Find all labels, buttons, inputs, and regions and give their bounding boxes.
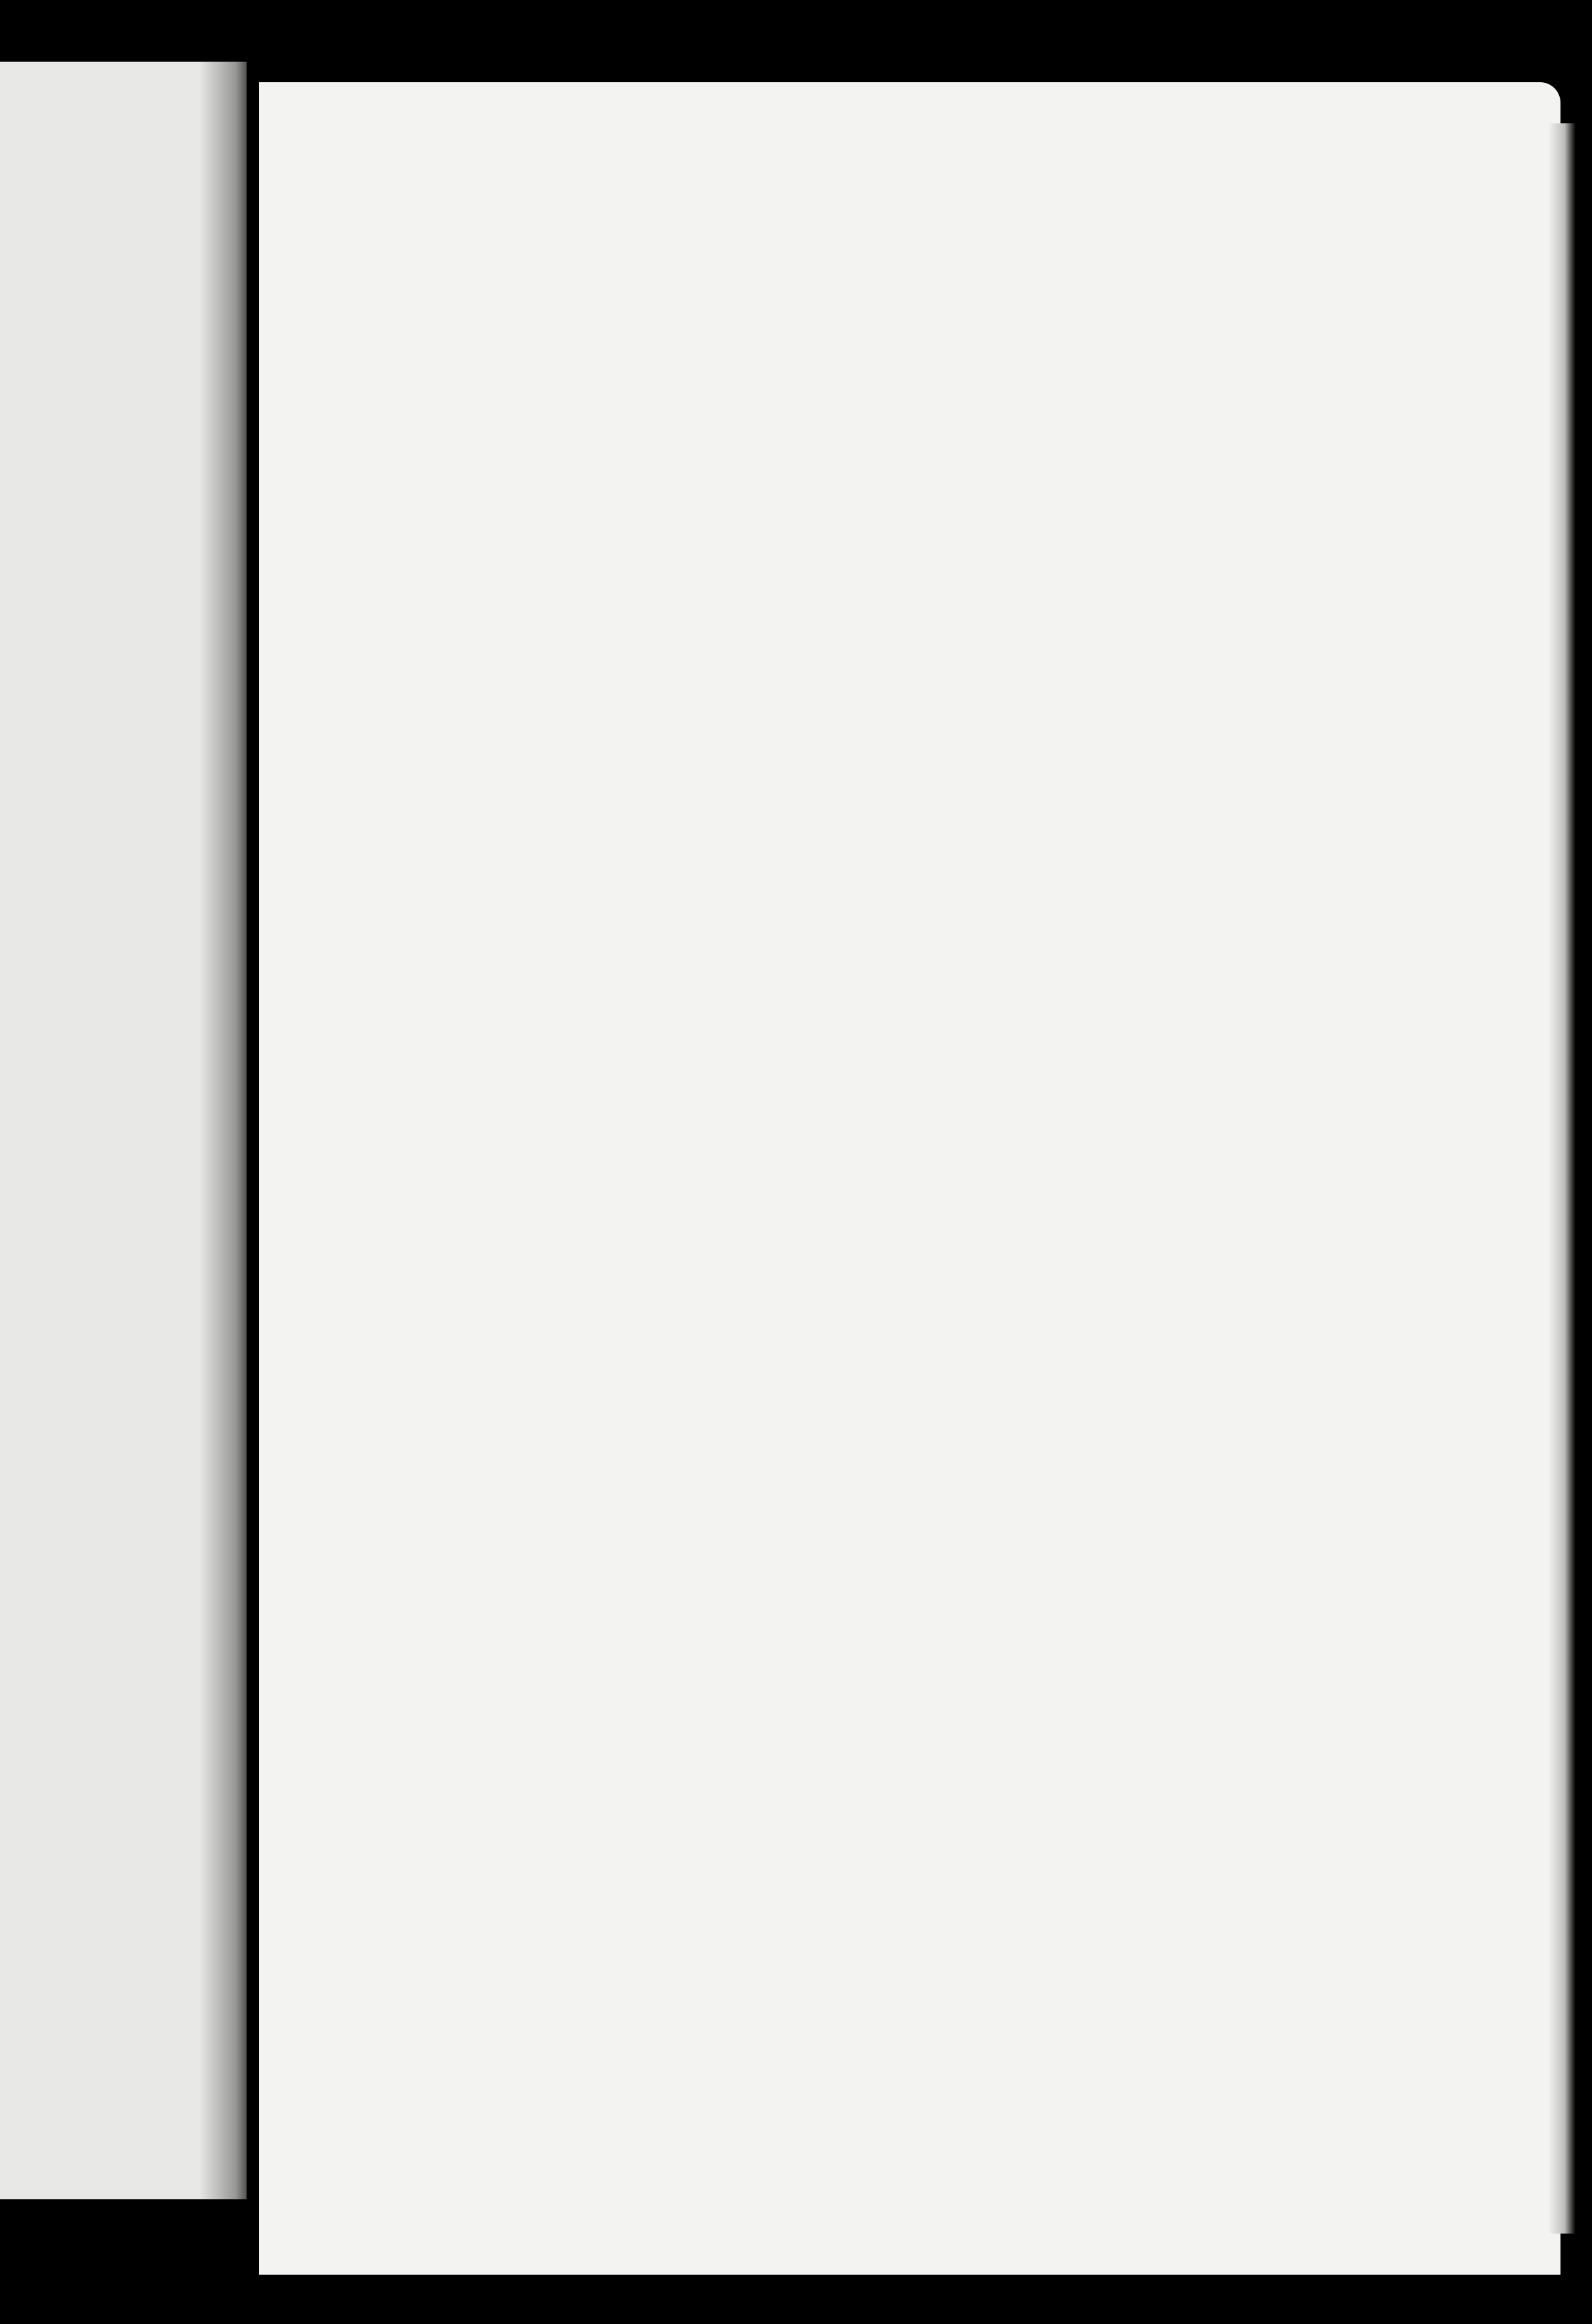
book-gutter: [199, 62, 260, 2220]
main-page: [259, 82, 1560, 2275]
page-edge: [1548, 123, 1576, 2234]
